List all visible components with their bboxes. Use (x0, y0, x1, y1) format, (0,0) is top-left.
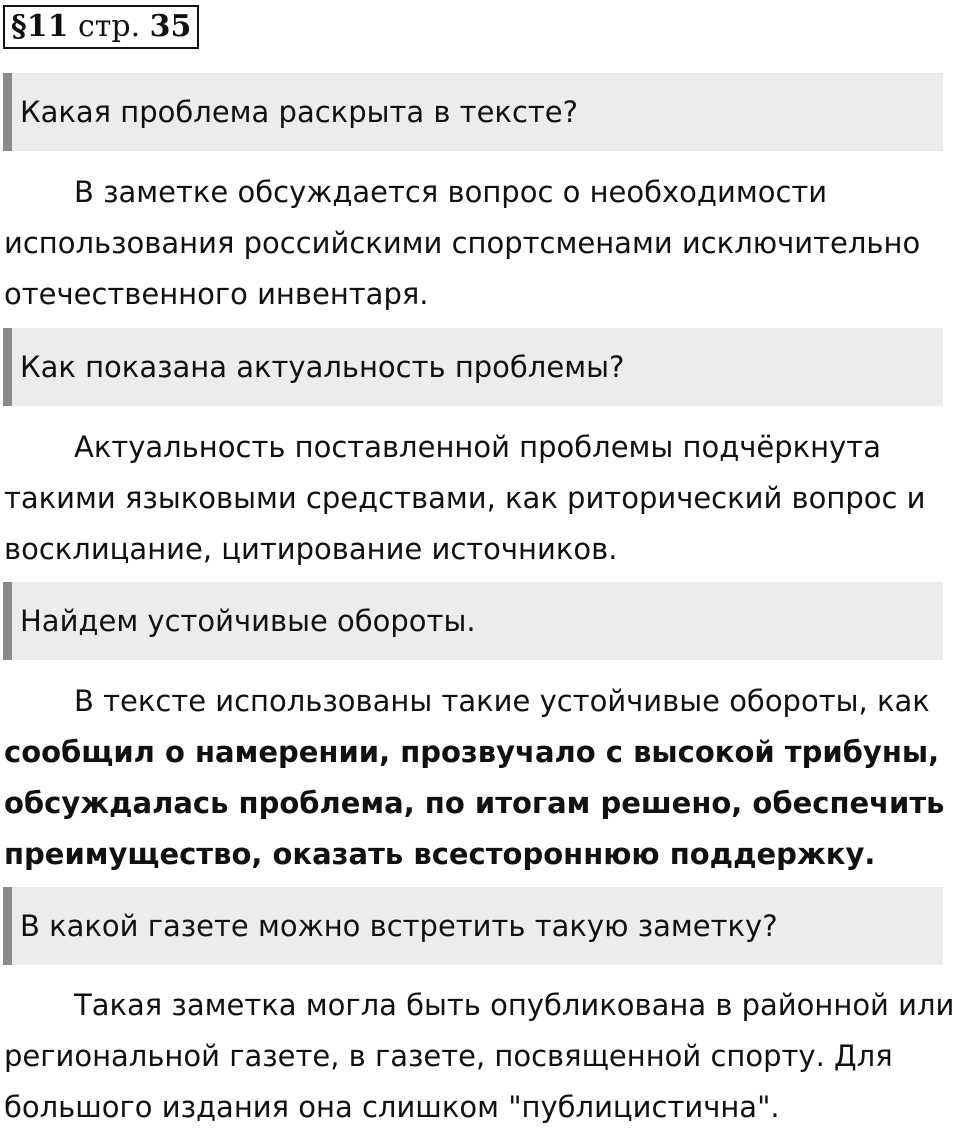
answer-3-lead: В тексте использованы такие устойчивые обороты, как (74, 684, 930, 718)
answer-1: В заметке обсуждается вопрос о необходимости использования российскими спортсменами исключительно отечественного инвентаря. (4, 175, 921, 311)
question-1: Какая проблема раскрыта в тексте? (3, 73, 943, 151)
answer-3 (4, 676, 956, 880)
question-2: Как показана актуальность проблемы? (3, 328, 943, 406)
section-number: §11 (11, 9, 69, 44)
question-4: В какой газете можно встретить такую заметку? (3, 887, 943, 965)
answer-4: Такая заметка могла быть опубликована в районной или региональной газете, в газете, посвященной спорту. Для большого издания она слишком "публицистична". (4, 988, 955, 1124)
answer-3-phrases: сообщил о намерении, прозвучало с высокой трибуны, обсуждалась проблема, по итогам решено, обеспечить преимущество, оказать всестороннюю поддержку. (4, 735, 945, 871)
answer-2: Актуальность поставленной проблемы подчёркнута такими языковыми средствами, как риторический вопрос и восклицание, цитирование источников. (4, 430, 926, 566)
page-number: 35 (149, 9, 192, 44)
page-label: стр. (77, 9, 141, 44)
page-reference-box (3, 5, 199, 49)
question-3: Найдем устойчивые обороты. (3, 582, 943, 660)
